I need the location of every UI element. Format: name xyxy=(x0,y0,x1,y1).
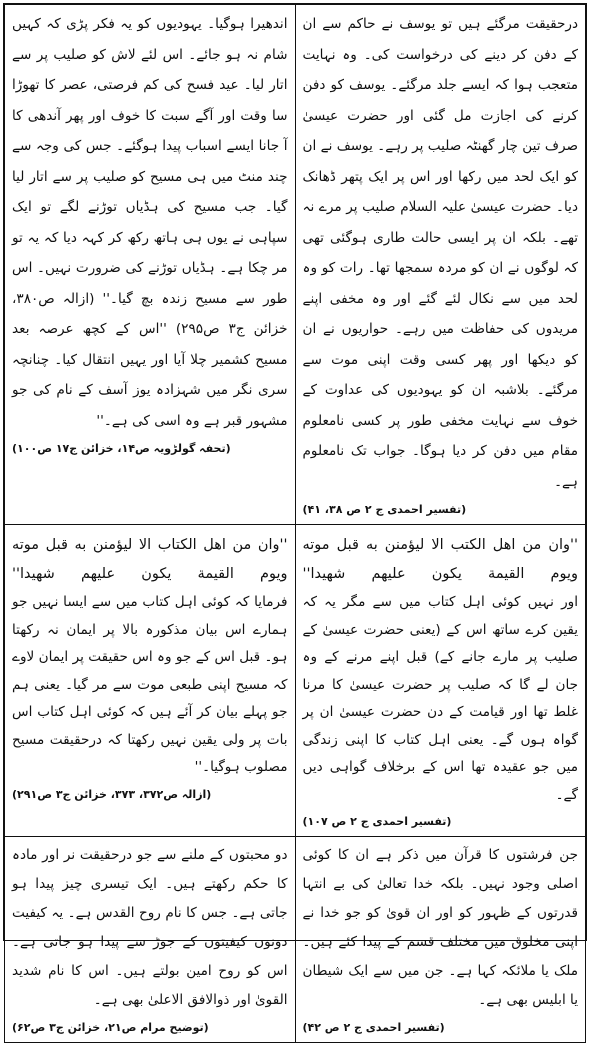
quranic-verse: ''وان من اهل الكتب الا ليؤمنن به قبل موته ويوم القيمة يكون عليهم شهيدا'' xyxy=(302,537,578,582)
passage-text: اندھیرا ہوگیا۔ یہودیوں کو یہ فکر پڑی کہ کہیں شام نہ ہو جائے۔ اس لئے لاش کو صلیب پر سے اتار لیا۔ عید فسح کی کم فرصتی، عصر کا تھوڑا سا وقت اور آگے سبت کا خوف اور پھر آندھی کا آ جانا ایسے اسباب پیدا ہوگئے۔ جس کی وجہ سے چند منٹ میں ہی مسیح کو صلیب پر سے اتار لیا گیا۔ جب مسیح کی ہڈیاں توڑنے لگے تو ایک سپاہی نے یوں ہی ہاتھ رکھ کر کہہ دیا کہ یہ تو مر چکا ہے۔ ہڈیاں توڑنے کی ضرورت نہیں۔ اس طور سے مسیح زندہ بچ گیا۔'' (ازالہ ص۳۸۰، خزائن ج۳ ص۲۹۵) ''اس کے کچھ عرصہ بعد مسیح کشمیر چلا آیا اور یہیں انتقال کیا۔ چنانچہ سری نگر میں شہزادہ یوز آسف کے نام کی جو مشہور قبر ہے وہ اسی کی ہے۔'' xyxy=(12,16,288,429)
left-column-cell xyxy=(5,525,296,837)
left-column-cell xyxy=(5,5,296,525)
citation: (تفسیر احمدی ج ۲ ص ۱۰۷) xyxy=(302,815,452,828)
citation: (ازالہ ص۳۷۲، ۳۷۳، خزائن ج۳ ص۲۹۱) xyxy=(12,787,212,801)
citation: (تحفہ گولڑویہ ص۱۴، خزائن ج۱۷ ص۱۰۰) xyxy=(12,442,231,455)
quranic-verse: ''وان من اهل الكتاب الا ليؤمنن به قبل موته ويوم القيمة يكون عليهم شهيدا'' xyxy=(12,537,288,582)
passage-text: جن فرشتوں کا قرآن میں ذکر ہے ان کا کوئی اصلی وجود نہیں۔ بلکہ خدا تعالیٰ کی بے انتہا قدرتوں کے ظہور کو اور ان قویٰ کو جو خدا نے اپنی مخلوق میں مختلف قسم کے پیدا کئے ہیں۔ ملک یا ملائکہ کہا ہے۔ جن میں سے ایک شیطان یا ابلیس بھی ہے۔ xyxy=(302,847,578,1008)
citation: (تفسیر احمدی ج ۲ ص ۳۸، ۴۱) xyxy=(302,503,467,516)
passage-text: فرمایا کہ کوئی اہل کتاب میں سے ایسا نہیں جو ہمارے اس بیان مذکورہ بالا پر ایمان نہ رکھتا ہو۔ قبل اس کے جو وہ اس حقیقت پر ایمان لاوے کہ مسیح اپنی طبعی موت سے مر گیا۔ یعنی ہم جو پہلے بیان کر آئے ہیں کہ کوئی اہل کتاب اس بات پر ولی یقین نہیں رکھتا کہ درحقیقت مسیح مصلوب ہوگیا۔'' xyxy=(12,594,288,775)
passage-text: دو محبتوں کے ملنے سے جو درحقیقت نر اور مادہ کا حکم رکھتے ہیں۔ ایک تیسری چیز پیدا ہو جاتی ہے۔ جس کا نام روح القدس ہے۔ یہ کیفیت دونوں کیفیتوں کے جوڑ سے پیدا ہو جاتی ہے۔ اس کو روح امین بولتے ہیں۔ اس کا نام شدید القویٰ اور ذوالافق الاعلیٰ بھی ہے۔ xyxy=(12,847,288,1008)
table-row xyxy=(5,5,586,525)
comparison-grid xyxy=(4,4,586,1043)
right-column-cell xyxy=(295,525,586,837)
comparison-table xyxy=(3,3,587,1034)
citation: (تفسیر احمدی ج ۲ ص ۴۲) xyxy=(302,1021,445,1034)
table-row xyxy=(5,837,586,1043)
table-row xyxy=(5,525,586,837)
passage-text: درحقیقت مرگئے ہیں تو یوسف نے حاکم سے ان کے دفن کر دینے کی درخواست کی۔ وہ نہایت متعجب ہوا کہ ایسے جلد مرگئے۔ یوسف کو دفن کرنے کی اجازت مل گئی اور حضرت عیسیٰ صرف تین چار گھنٹہ صلیب پر رہے۔ یوسف نے ان کو ایک لحد میں رکھا اور اس پر ایک پتھر ڈھانک دیا۔ حضرت عیسیٰ علیہ السلام صلیب پر مرے نہ تھے۔ بلکہ ان پر ایسی حالت طاری ہوگئی تھی کہ لوگوں نے ان کو مردہ سمجھا تھا۔ رات کو وہ لحد میں سے نکال لئے گئے اور وہ مخفی اپنے مریدوں کی حفاظت میں رہے۔ حواریوں نے ان کو دیکھا اور پھر کسی وقت اپنی موت سے مرگئے۔ بلاشبہ ان کو یہودیوں کی عداوت کے خوف سے نہایت مخفی طور پر کسی نامعلوم مقام میں دفن کر دیا ہوگا۔ جواب تک نامعلوم ہے۔ xyxy=(302,16,578,490)
right-column-cell xyxy=(295,5,586,525)
passage-text: اور نہیں کوئی اہل کتاب میں سے مگر یہ کہ یقین کرے ساتھ اس کے (یعنی حضرت عیسیٰ کے صلیب پر مارے جانے کے) قبل اپنے مرنے کے وہ جان لے گا کہ صلیب پر حضرت عیسیٰ کا مرنا غلط تھا اور قیامت کے دن حضرت عیسیٰ ان پر گواہ ہوں گے۔ یعنی اہل کتاب کا اپنی زندگی میں جو عقیدہ تھا اس کے برخلاف گواہی دیں گے۔ xyxy=(302,594,578,803)
left-column-cell xyxy=(5,837,296,1043)
right-column-cell xyxy=(295,837,586,1043)
citation: (توضیح مرام ص۲۱، خزائن ج۳ ص۶۲) xyxy=(12,1021,209,1034)
